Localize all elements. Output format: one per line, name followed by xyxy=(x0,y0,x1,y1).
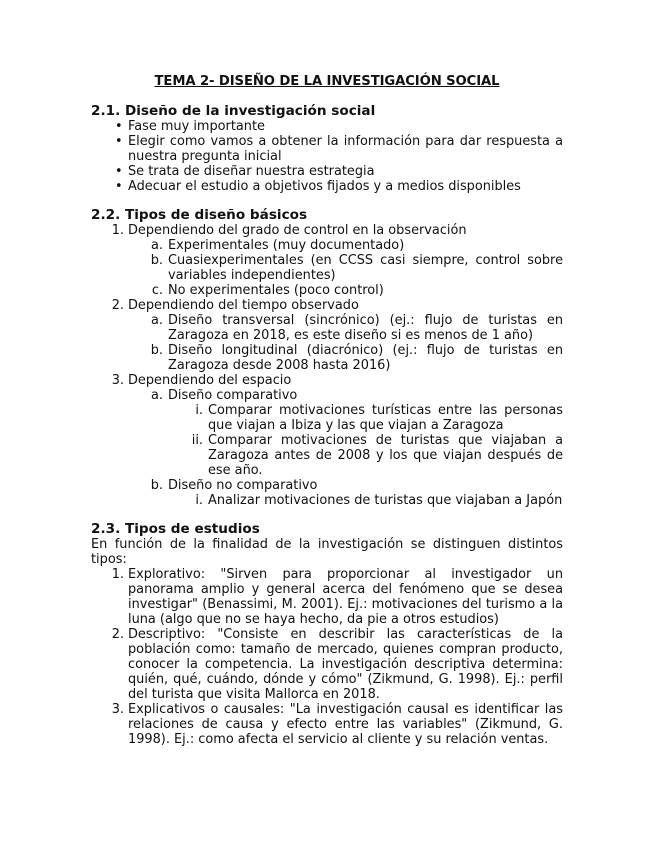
list-item xyxy=(91,702,563,747)
list-item xyxy=(168,433,563,478)
list-item-text: Cuasiexperimentales (en CCSS casi siempre, control sobre variables independientes) xyxy=(168,253,563,283)
list-marker: 1. xyxy=(111,223,124,238)
list-marker: 3. xyxy=(111,373,124,388)
sublist xyxy=(128,238,563,298)
list-marker: a. xyxy=(151,388,163,403)
list-item-text: Dependiendo del espacio xyxy=(128,373,292,388)
list-item-text: Explorativo: "Sirven para proporcionar al investigador un panorama amplio y general acerca del fenómeno que se desea investigar" (Benassimi, M. 2001). Ej.: motivaciones del turismo a la luna (algo que no se haya hecho, da pie a otros estudios) xyxy=(128,567,563,627)
list-item xyxy=(128,388,563,478)
list-item xyxy=(91,298,563,373)
section-2-2-list xyxy=(91,223,563,508)
list-item xyxy=(91,223,563,298)
list-item-text: Diseño comparativo xyxy=(168,388,298,403)
bullet-item: • Se trata de diseñar nuestra estrategia xyxy=(91,164,563,179)
list-marker: 2. xyxy=(111,627,124,642)
list-item-text: Diseño no comparativo xyxy=(168,478,318,493)
list-item xyxy=(128,283,563,298)
document-title: TEMA 2- DISEÑO DE LA INVESTIGACIÓN SOCIAL xyxy=(154,74,500,89)
list-marker: 2. xyxy=(111,298,124,313)
sublist xyxy=(168,403,563,478)
section-heading-2-3: 2.3. Tipos de estudios xyxy=(91,521,260,537)
list-marker: i. xyxy=(195,403,203,418)
section-2-1-bullet-list xyxy=(91,119,563,194)
list-item-text: Explicativos o causales: "La investigación causal es identificar las relaciones de causa y efecto entre las variables" (Zikmund, G. 1998). Ej.: como afecta el servicio al cliente y su relación ventas. xyxy=(128,702,563,747)
list-item-text: Dependiendo del grado de control en la observación xyxy=(128,223,467,238)
list-marker: 1. xyxy=(111,567,124,582)
list-item xyxy=(91,627,563,702)
list-item xyxy=(128,343,563,373)
list-marker: c. xyxy=(151,283,163,298)
list-item xyxy=(91,373,563,508)
list-marker: 3. xyxy=(111,702,124,717)
list-item xyxy=(168,493,563,508)
list-item-text: Experimentales (muy documentado) xyxy=(168,238,405,253)
section-2-3-intro: En función de la finalidad de la investigación se distinguen distintos tipos: xyxy=(91,537,563,567)
sublist xyxy=(128,388,563,508)
list-item-text: Diseño longitudinal (diacrónico) (ej.: flujo de turistas en Zaragoza desde 2008 hasta 2016) xyxy=(168,343,563,373)
list-marker: b. xyxy=(150,478,163,493)
list-marker: a. xyxy=(151,313,163,328)
list-item xyxy=(128,253,563,283)
list-item-text: Diseño transversal (sincrónico) (ej.: flujo de turistas en Zaragoza en 2018, es este diseño si es menos de 1 año) xyxy=(168,313,563,343)
list-marker: i. xyxy=(195,493,203,508)
list-item xyxy=(128,478,563,508)
list-marker: ii. xyxy=(191,433,203,448)
list-item xyxy=(168,403,563,433)
section-2-3-list xyxy=(91,567,563,747)
document-page xyxy=(91,74,563,747)
bullet-item: • Fase muy importante xyxy=(91,119,563,134)
section-heading-2-2: 2.2. Tipos de diseño básicos xyxy=(91,207,308,223)
sublist xyxy=(168,493,563,508)
list-item xyxy=(128,313,563,343)
list-marker: b. xyxy=(150,253,163,268)
list-item-text: Dependiendo del tiempo observado xyxy=(128,298,359,313)
bullet-item: • Elegir como vamos a obtener la información para dar respuesta a nuestra pregunta inicial xyxy=(91,134,563,164)
sublist xyxy=(128,313,563,373)
bullet-item: • Adecuar el estudio a objetivos fijados y a medios disponibles xyxy=(91,179,563,194)
section-heading-2-1: 2.1. Diseño de la investigación social xyxy=(91,103,376,119)
list-item-text: Descriptivo: "Consiste en describir las características de la población como: tamaño de mercado, quienes compran producto, conocer la competencia. La investigación descriptiva determina: quién, qué, cuándo, dónde y cómo" (Zikmund, G. 1998). Ej.: perfil del turista que visita Mallorca en 2018. xyxy=(128,627,563,702)
list-item-text: Comparar motivaciones de turistas que viajaban a Zaragoza antes de 2008 y los que viajan después de ese año. xyxy=(208,433,563,478)
list-item-text: No experimentales (poco control) xyxy=(168,283,384,298)
list-item xyxy=(91,567,563,627)
list-marker: a. xyxy=(151,238,163,253)
list-marker: b. xyxy=(150,343,163,358)
list-item-text: Comparar motivaciones turísticas entre las personas que viajan a Ibiza y las que viajan a Zaragoza xyxy=(208,403,563,433)
list-item-text: Analizar motivaciones de turistas que viajaban a Japón xyxy=(208,493,563,508)
list-item xyxy=(128,238,563,253)
